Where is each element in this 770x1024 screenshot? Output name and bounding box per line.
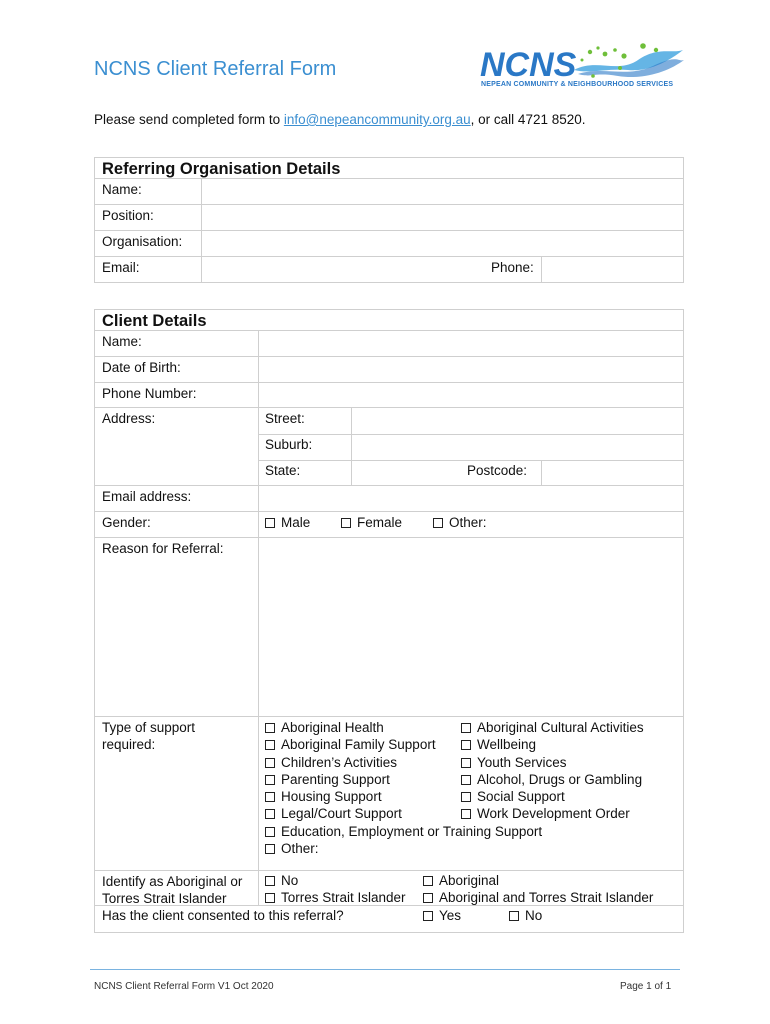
intro-text — [94, 112, 586, 127]
support-option[interactable]: Other: — [265, 840, 542, 857]
checkbox-icon[interactable] — [461, 723, 471, 733]
client-email-label: Email address: — [102, 489, 192, 504]
consent-no-option[interactable]: No — [509, 908, 542, 923]
checkbox-icon[interactable] — [461, 740, 471, 750]
consent-row — [95, 905, 683, 929]
checkbox-icon[interactable] — [265, 809, 275, 819]
client-phone-label: Phone Number: — [102, 386, 197, 401]
checkbox-icon[interactable] — [265, 876, 275, 886]
identify-both-option[interactable]: Aboriginal and Torres Strait Islander — [423, 890, 653, 905]
client-heading: Client Details — [102, 312, 207, 330]
identify-label: Identify as Aboriginal or Torres Strait Islander — [102, 874, 243, 906]
checkbox-icon[interactable] — [509, 911, 519, 921]
reason-field[interactable] — [259, 538, 683, 716]
consent-label: Has the client consented to this referral? — [102, 908, 344, 923]
client-name-label: Name: — [102, 334, 142, 349]
gender-other-option[interactable]: Other: — [433, 515, 487, 530]
client-address-row — [95, 407, 683, 485]
checkbox-icon[interactable] — [461, 792, 471, 802]
support-label-2: required: — [102, 737, 156, 752]
ref-email-row — [95, 256, 683, 282]
support-option[interactable]: Wellbeing — [461, 736, 644, 753]
ref-organisation-field[interactable] — [202, 231, 683, 256]
footer-form-version: NCNS Client Referral Form V1 Oct 2020 — [94, 981, 274, 992]
support-option[interactable]: Children’s Activities — [265, 754, 542, 771]
client-dob-row — [95, 356, 683, 382]
suburb-label: Suburb: — [265, 437, 313, 452]
checkbox-icon[interactable] — [341, 518, 351, 528]
checkbox-icon[interactable] — [265, 740, 275, 750]
ref-organisation-label: Organisation: — [102, 234, 183, 249]
consent-yes-option[interactable]: Yes — [423, 908, 461, 923]
checkbox-icon[interactable] — [461, 809, 471, 819]
client-name-row — [95, 330, 683, 356]
street-field[interactable] — [352, 408, 683, 434]
client-email-row — [95, 485, 683, 511]
checkbox-icon[interactable] — [423, 876, 433, 886]
gender-female-option[interactable]: Female — [341, 515, 402, 530]
client-dob-label: Date of Birth: — [102, 360, 181, 375]
support-option[interactable]: Aboriginal Family Support — [265, 736, 542, 753]
client-gender-label: Gender: — [102, 515, 151, 530]
identify-no-option[interactable]: No — [265, 873, 298, 888]
client-phone-row — [95, 382, 683, 407]
client-name-field[interactable] — [259, 331, 683, 356]
client-address-label: Address: — [102, 411, 156, 426]
support-option[interactable]: Youth Services — [461, 754, 644, 771]
checkbox-icon[interactable] — [265, 758, 275, 768]
checkbox-icon[interactable] — [265, 723, 275, 733]
checkbox-icon[interactable] — [423, 893, 433, 903]
referring-heading: Referring Organisation Details — [102, 160, 341, 178]
checkbox-icon[interactable] — [461, 758, 471, 768]
support-option[interactable]: Education, Employment or Training Support — [265, 823, 542, 840]
ref-phone-label: Phone: — [491, 260, 534, 275]
intro-prefix: Please send completed form to — [94, 112, 284, 127]
ref-position-row — [95, 204, 683, 230]
client-phone-field[interactable] — [259, 383, 683, 407]
state-field[interactable] — [352, 461, 464, 486]
client-details-section — [94, 309, 684, 933]
identify-row — [95, 870, 683, 905]
ref-name-field[interactable] — [202, 179, 683, 204]
support-option[interactable]: Work Development Order — [461, 805, 644, 822]
support-option[interactable]: Alcohol, Drugs or Gambling — [461, 771, 644, 788]
suburb-field[interactable] — [352, 435, 683, 460]
ref-name-label: Name: — [102, 182, 142, 197]
gender-male-option[interactable]: Male — [265, 515, 310, 530]
ref-organisation-row — [95, 230, 683, 256]
checkbox-icon[interactable] — [265, 518, 275, 528]
support-options-col2 — [461, 719, 644, 823]
identify-torres-option[interactable]: Torres Strait Islander — [265, 890, 406, 905]
support-label-1: Type of support — [102, 720, 196, 735]
email-link[interactable]: info@nepeancommunity.org.au — [283, 112, 471, 127]
identify-aboriginal-option[interactable]: Aboriginal — [423, 873, 499, 888]
support-option[interactable]: Parenting Support — [265, 771, 542, 788]
support-option[interactable]: Legal/Court Support — [265, 805, 542, 822]
checkbox-icon[interactable] — [265, 775, 275, 785]
support-option[interactable]: Social Support — [461, 788, 644, 805]
checkbox-icon[interactable] — [265, 893, 275, 903]
client-gender-row — [95, 511, 683, 537]
postcode-field[interactable] — [542, 461, 683, 486]
footer-divider — [90, 969, 680, 970]
client-email-field[interactable] — [259, 486, 683, 511]
support-type-row — [95, 716, 683, 870]
referring-organisation-section — [94, 157, 684, 283]
ref-email-field[interactable] — [202, 257, 485, 282]
intro-suffix: , or call 4721 8520. — [470, 112, 586, 127]
checkbox-icon[interactable] — [433, 518, 443, 528]
logo-subtitle: NEPEAN COMMUNITY & NEIGHBOURHOOD SERVICES — [481, 81, 674, 88]
checkbox-icon[interactable] — [265, 827, 275, 837]
support-option[interactable]: Housing Support — [265, 788, 542, 805]
postcode-label: Postcode: — [467, 463, 528, 478]
ref-position-field[interactable] — [202, 205, 683, 230]
client-reason-row — [95, 537, 683, 716]
ref-name-row — [95, 178, 683, 204]
street-label: Street: — [265, 411, 305, 426]
ref-phone-field[interactable] — [542, 257, 683, 282]
ref-position-label: Position: — [102, 208, 154, 223]
support-option[interactable]: Aboriginal Cultural Activities — [461, 719, 644, 736]
form-title: NCNS Client Referral Form — [94, 58, 337, 80]
logo-text: NCNS — [480, 46, 577, 84]
checkbox-icon[interactable] — [265, 844, 275, 854]
checkbox-icon[interactable] — [423, 911, 433, 921]
state-label: State: — [265, 463, 301, 478]
checkbox-icon[interactable] — [265, 792, 275, 802]
footer-page-number: Page 1 of 1 — [620, 981, 672, 992]
reason-label: Reason for Referral: — [102, 541, 224, 556]
checkbox-icon[interactable] — [461, 775, 471, 785]
ref-email-label: Email: — [102, 260, 140, 275]
client-dob-field[interactable] — [259, 357, 683, 382]
support-option[interactable]: Aboriginal Health — [265, 719, 542, 736]
